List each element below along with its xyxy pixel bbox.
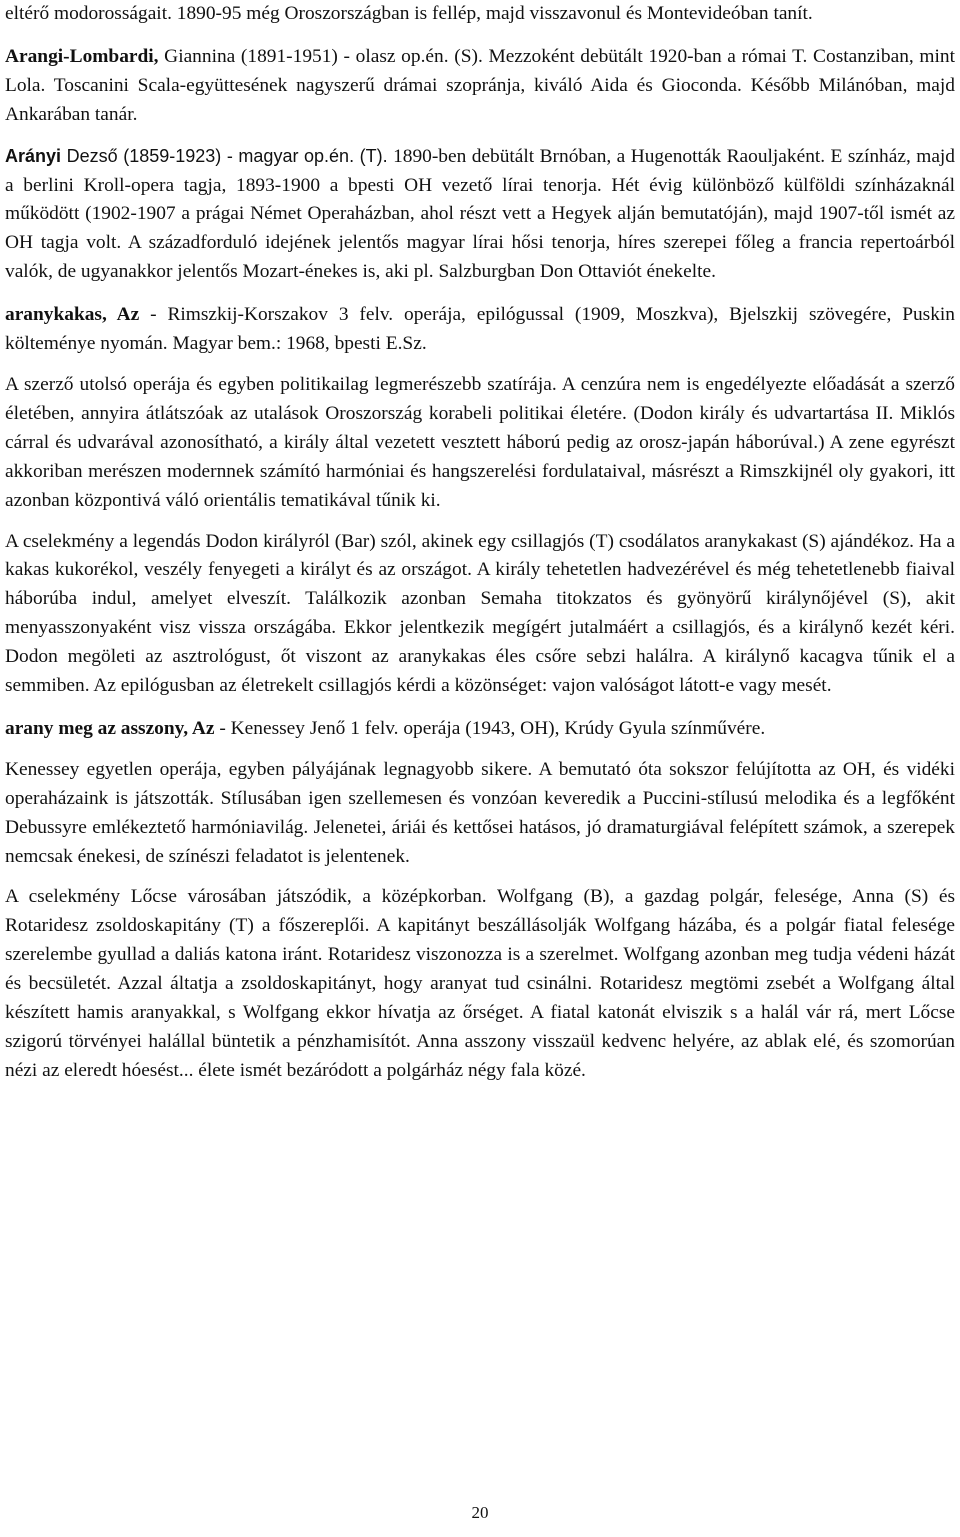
arany-asszony-paragraph-2: A cselekmény Lőcse városában játszódik, a középkorban. Wolfgang (B), a gazdag polgár, felesége, Anna (S) és Rotaridesz zsoldoskapitány (T) a főszereplői. A kapitányt beszállásolják Wolfgang házába, és a polgár fiatal felesége szerelembe gyullad a daliás katona iránt. Rotaridesz viszonozza is a szerelmet. Wolfgang azonban meg tudja védeni házát és becsületét. Azzal áltatja a zsoldoskapitányt, hogy aranyat tud csinálni. Rotaridesz megtömi zsebét a Wolfgang által készített hamis aranyakkal, s Wolfgang ekkor hívatja az őrséget. A fiatal katonát elviszik s a halál vár rá, mert Lőcse szigorú törvényei halállal büntetik a pénzhamisítót. Anna asszony visszaül kedvenc helyére, az ablak elé, és szomorúan nézi az eleredt hóesést... élete ismét bezáródott a polgárház négy fala közé. (5, 886, 955, 1081)
arany-asszony-paragraph-1: Kenessey egyetlen operája, egyben pályájának legnagyobb sikere. A bemutató óta sokszor felújította az OH, és vidéki operaházaink is játszották. Stílusában igen szellemesen és vonzóan keveredik a Puccini-stílusú melodika és a legfőként Debussyre emlékeztető harmóniavilág. Jelenetei, áriái és kettősei hatásos, jó dramaturgiával felépített számok, a szerepek nemcsak énekesi, de színészi feladatot is jelentenek. (5, 758, 955, 867)
entry-body: - Kenessey Jenő 1 felv. operája (1943, OH), Krúdy Gyula színművére. (214, 717, 766, 739)
aranykakas-paragraph-1: A szerző utolsó operája és egyben politikailag legmerészebb szatírája. A cenzúra nem is engedélyezte előadását a szerző életében, annyira átlátszóak az utalások Oroszország korabeli politikai életére. (Dodon király és udvartartása II. Miklós cárral és udvarával azonosítható, a király által vezetett vesztett háború pedig az orosz-japán háborúval.) A zene egyrészt akkoriban merészen modernnek számító harmóniai és hangszerelési fordulataival, másrészt a Rimszkijnél oly gyakori, itt azonban központivá váló orientális tematikával tűnik ki. (5, 373, 955, 511)
aranykakas-paragraph-2: A cselekmény a legendás Dodon királyról (Bar) szól, akinek egy csillagjós (T) csodálatos aranykakast (S) ajándékoz. Ha a kakas kukorékol, veszély fenyegeti a királyt és az országot. A király tehetetlen hadvezérével és még tehetetlenebb fiaival háborúba indul, amelyet elveszít. Találkozik azonban Semaha titokzatos és gyönyörű királynőjével (S), akit menyasszonyaként visz vissza országába. Ekkor jelentkezik megígért jutalmáért a csillagjós, és a királynő kezét kéri. Dodon megöleti az asztrológust, őt viszont az aranykakas éles csőre sebzi halálra. A királynő kacagva tűnik el a semmiben. Az epilógusban az életrekelt csillagjós kérdi a közönséget: vajon valóságot látott-e vagy mesét. (5, 530, 955, 697)
entry-arangi-lombardi (5, 43, 955, 130)
intro-tail-paragraph: eltérő modorosságait. 1890-95 még Oroszországban is fellép, majd visszavonul és Montevideóban tanít. (5, 3, 813, 24)
page-number: 20 (471, 1503, 489, 1522)
entry-aranyi-dezso (5, 142, 955, 288)
entry-arany-meg-az-asszony (5, 715, 955, 744)
entry-headword: arany meg az asszony, Az (5, 717, 215, 739)
entry-aranykakas (5, 301, 955, 359)
entry-headword: Arangi-Lombardi, (5, 45, 159, 67)
entry-headword: aranykakas, Az (5, 304, 140, 326)
entry-body: Giannina (1891-1951) - olasz op.én. (S). Mezzoként debütált 1920-ban a római T. Costanziban, mint Lola. Toscanini Scala-együttesének nagyszerű drámai szopránja, kiváló Aida és Gioconda. Később Milánóban, majd Ankarában tanár. (5, 45, 955, 125)
entry-headword: Arányi (5, 145, 62, 166)
entry-body: 1890-ben debütált Brnóban, a Hugenották Raouljaként. E színház, majd a berlini Kroll-opera tagja, 1893-1900 a bpesti OH vezető lírai tenorja. Hét évig különböző külföldi színházaknál működött (1902-1907 a prágai Német Operaházban, ahol részt vett a Hegyek alján bemutatóján), majd 1907-től ismét az OH tagja volt. A századforduló idejének jelentős magyar lírai hősi tenorja, híres szerepei főleg a francia repertoárból valók, de ugyanakkor jelentős Mozart-énekes is, aki pl. Salzburgban Don Ottaviót énekelte. (5, 145, 956, 283)
document-page (5, 0, 955, 1086)
entry-body: - Rimszkij-Korszakov 3 felv. operája, epilógussal (1909, Moszkva), Bjelszkij szövegére, Puskin költeménye nyomán. Magyar bem.: 1968, bpesti E.Sz. (5, 304, 955, 355)
entry-subhead: Dezső (1859-1923) - magyar op.én. (T). (61, 145, 388, 166)
